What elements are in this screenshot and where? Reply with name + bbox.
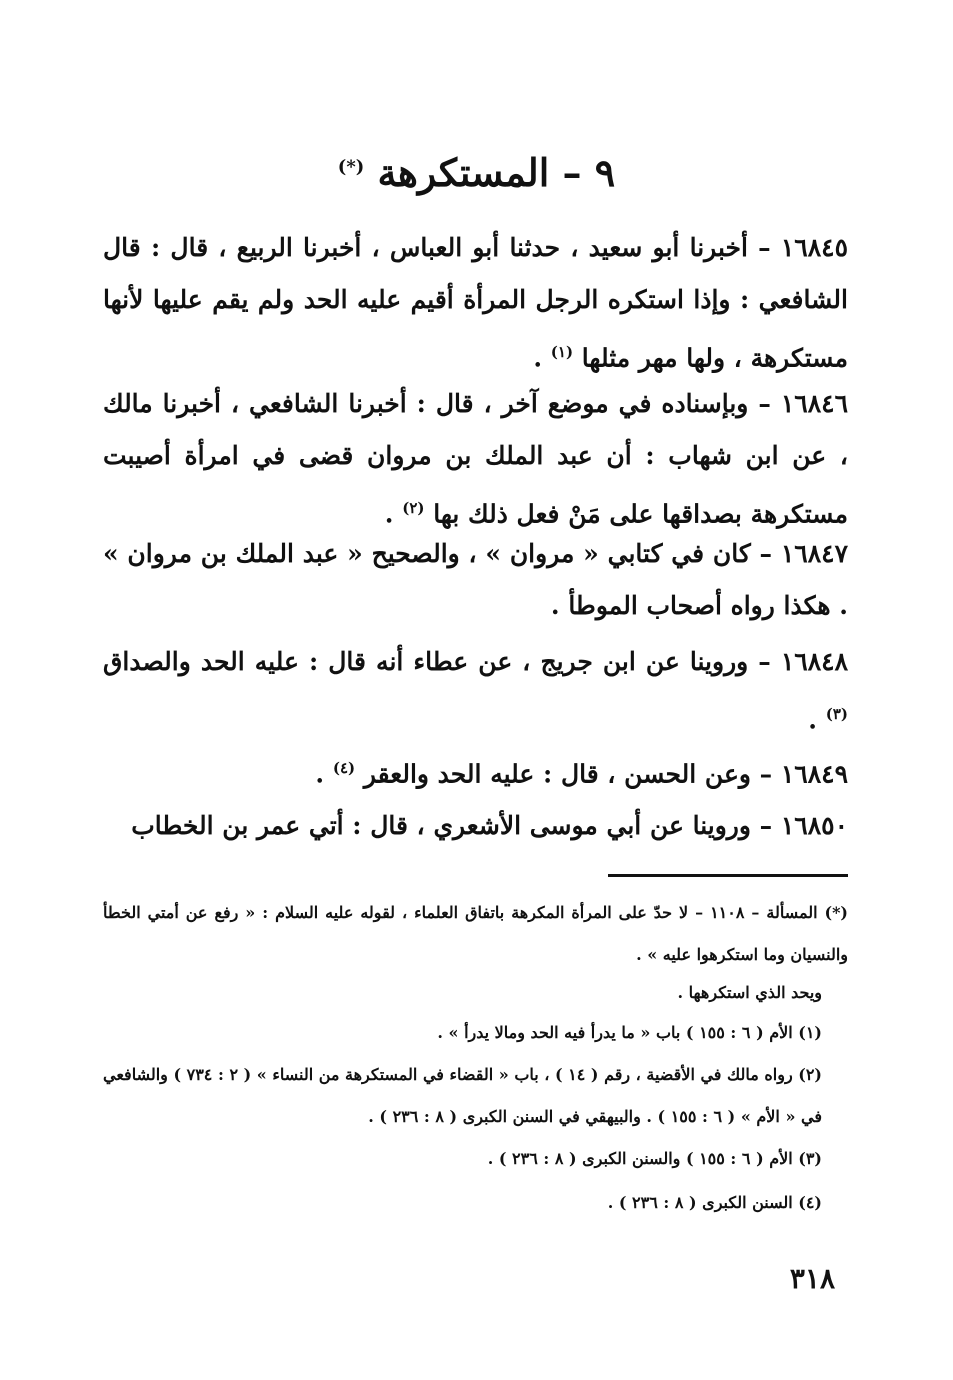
paragraph-16847 <box>103 528 848 632</box>
paragraph-text: ١٦٨٤٧ – كان في كتابي « مروان » ، والصحيح « عبد الملك بن مروان » . هكذا رواه أصحاب الموطأ . <box>103 539 848 620</box>
footnote-4: (٤) السنن الكبرى ( ٨ : ٢٣٦ ) . <box>607 1193 822 1212</box>
paragraph-text: ١٦٨٤٥ – أخبرنا أبو سعيد ، حدثنا أبو العباس ، أخبرنا الربيع ، قال : قال الشافعي : وإذا استكره الرجل المرأة أقيم عليه الحد ولم يقم عليها لأنها مستكرهة ، ولها مهر مثلها <box>103 233 848 373</box>
footnote-ref: (٣) <box>825 705 848 723</box>
paragraph-end: . <box>315 759 325 789</box>
page-number: ٣١٨ <box>789 1262 835 1295</box>
paragraph-16848 <box>103 636 848 746</box>
chapter-title-text: ٩ – المستكرهة <box>377 150 616 195</box>
chapter-footnote-marker: (*) <box>337 156 365 178</box>
footnote-ref: (٤) <box>332 759 356 777</box>
paragraph-16849 <box>103 742 848 800</box>
paragraph-16850 <box>103 800 848 852</box>
paragraph-text: ١٦٨٤٦ – وبإسناده في موضع آخر ، قال : أخبرنا الشافعي ، أخبرنا مالك ، عن ابن شهاب : أن عبد الملك بن مروان قضى في امرأة أصيبت مستكرهة بصداقها على مَنْ فعل ذلك بها <box>103 389 848 529</box>
footnote-star: (*) المسألة – ١١٠٨ – لا حدّ على المرأة المكرهة باتفاق العلماء ، لقوله عليه السلام : « رفع عن أمتي الخطأ والنسيان وما استكرهوا عليه » . <box>103 903 849 964</box>
paragraph-text: ١٦٨٤٨ – وروينا عن ابن جريج ، عن عطاء أنه قال : عليه الحد والصداق <box>103 647 848 676</box>
footnote-3: (٣) الأم ( ٦ : ١٥٥ ) والسنن الكبرى ( ٨ : ٢٣٦ ) . <box>487 1149 822 1168</box>
paragraph-16846 <box>103 378 848 540</box>
paragraph-text: ١٦٨٤٩ – وعن الحسن ، قال : عليه الحد والعقر <box>363 759 848 789</box>
footnote-ref: (١) <box>550 343 574 361</box>
footnote-star-continuation: ويحد الذي استكرهها . <box>677 983 822 1002</box>
chapter-title <box>0 150 953 195</box>
paragraph-end: . <box>384 499 394 529</box>
footnote-ref: (٢) <box>402 499 425 517</box>
footnote-1: (١) الأم ( ٦ : ١٥٥ ) باب « ما يدرأ فيه الحد ومالا يدرأ » . <box>437 1023 822 1042</box>
paragraph-end: . <box>808 705 817 735</box>
footnote-divider <box>608 874 848 877</box>
footnote-2: (٢) رواه مالك في الأقضية ، رقم ( ١٤ ) ، باب « القضاء في المستكرهة من النساء » ( ٢ : ٧٣٤ ) والشافعي في « الأم » ( ٦ : ١٥٥ ) . والبيهقي في السنن الكبرى ( ٨ : ٢٣٦ ) . <box>103 1065 822 1126</box>
paragraph-16845 <box>103 222 848 384</box>
paragraph-text: ١٦٨٥٠ – وروينا عن أبي موسى الأشعري ، قال : أتي عمر بن الخطاب <box>131 811 848 840</box>
paragraph-end: . <box>533 343 543 373</box>
